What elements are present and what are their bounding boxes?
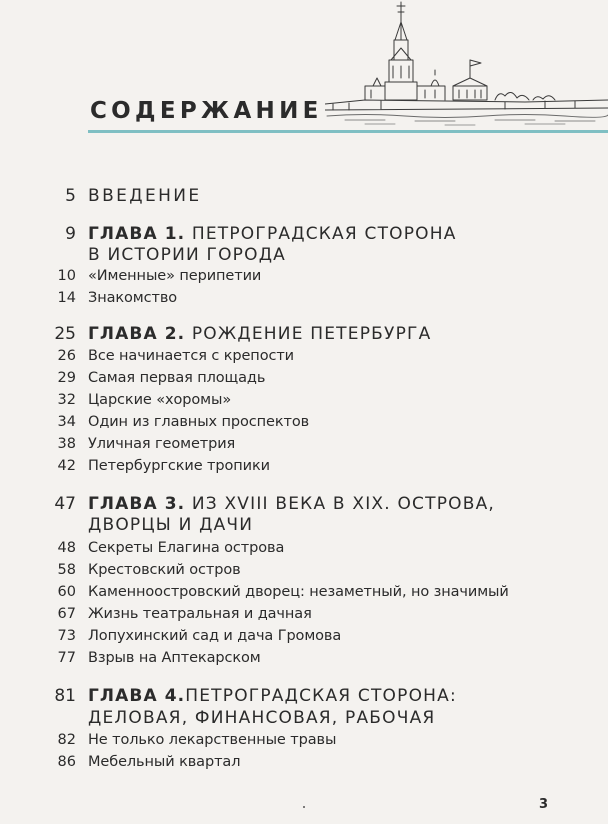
page-ref: 73 [57,628,76,644]
toc-item [0,348,608,370]
toc-intro-label: ВВЕДЕНИЕ [88,186,202,206]
toc-item-label: Царские «хоромы» [88,392,232,408]
toc-item-label: Самая первая площадь [88,370,266,386]
toc-chapter-4 [0,686,608,708]
toc-item [0,650,608,672]
toc-item [0,392,608,414]
toc-item-label: Знакомство [88,290,178,306]
toc-item [0,290,608,312]
page-ref: 34 [57,414,76,430]
page-ref: 67 [57,606,76,622]
toc-item-label: Жизнь театральная и дачная [88,606,312,622]
toc-item-label: Лопухинский сад и дача Громова [88,628,342,644]
toc-item [0,628,608,650]
page-ref: 10 [57,268,76,284]
page-ref: 9 [65,224,76,244]
title-underline [88,130,608,133]
page-ref: 26 [57,348,76,364]
toc-chapter-2 [0,324,608,346]
chapter-title: ПЕТРОГРАДСКАЯ СТОРОНА [185,224,457,244]
page-ref: 29 [57,370,76,386]
toc-item [0,754,608,776]
page-ref: 5 [65,186,76,206]
page-ref: 25 [54,324,76,344]
page-ref: 48 [57,540,76,556]
chapter-title: ИЗ XVIII ВЕКА В XIX. ОСТРОВА, [185,494,496,514]
toc-item-label: Петербургские тропики [88,458,270,474]
page-ref: 47 [54,494,76,514]
chapter-title: ПЕТРОГРАДСКАЯ СТОРОНА: [185,686,457,706]
page-number: 3 [539,797,549,812]
page-ref: 86 [57,754,76,770]
chapter-title-continued: ДВОРЦЫ И ДАЧИ [88,515,254,535]
toc-intro [0,186,608,208]
page-ref: 14 [57,290,76,306]
chapter-prefix: ГЛАВА 4. [88,686,186,706]
chapter-prefix: ГЛАВА 3. [88,494,186,514]
toc-item [0,268,608,290]
page-ref: 60 [57,584,76,600]
toc-item [0,436,608,458]
page-ref: 32 [57,392,76,408]
page-mark [303,806,305,808]
toc-item-label: «Именные» перипетии [88,268,262,284]
toc-item [0,562,608,584]
chapter-title: РОЖДЕНИЕ ПЕТЕРБУРГА [185,324,432,344]
toc-item [0,370,608,392]
toc-item [0,584,608,606]
chapter-title-continued: ДЕЛОВАЯ, ФИНАНСОВАЯ, РАБОЧАЯ [88,708,436,728]
toc-item-label: Каменноостровский дворец: незаметный, но значимый [88,584,509,600]
chapter-prefix: ГЛАВА 2. [88,324,186,344]
toc-item [0,540,608,562]
page-ref: 81 [54,686,76,706]
toc-item [0,414,608,436]
toc-item [0,732,608,754]
toc-item-label: Мебельный квартал [88,754,241,770]
page-ref: 82 [57,732,76,748]
toc-item-label: Один из главных проспектов [88,414,310,430]
chapter-title-continued: В ИСТОРИИ ГОРОДА [88,245,286,265]
page-title: СОДЕРЖАНИЕ [90,98,323,124]
toc-item [0,458,608,480]
toc-item-label: Не только лекарственные травы [88,732,337,748]
toc-item-label: Крестовский остров [88,562,241,578]
toc-chapter-3 [0,494,608,516]
page-ref: 42 [57,458,76,474]
chapter-prefix: ГЛАВА 1. [88,224,186,244]
page-ref: 38 [57,436,76,452]
toc-chapter-1 [0,224,608,246]
toc-item-label: Уличная геометрия [88,436,236,452]
page-ref: 77 [57,650,76,666]
page-ref: 58 [57,562,76,578]
toc-item-label: Все начинается с крепости [88,348,295,364]
toc-item-label: Взрыв на Аптекарском [88,650,261,666]
toc-item-label: Секреты Елагина острова [88,540,285,556]
fortress-skyline-illustration [325,0,608,150]
toc-item [0,606,608,628]
